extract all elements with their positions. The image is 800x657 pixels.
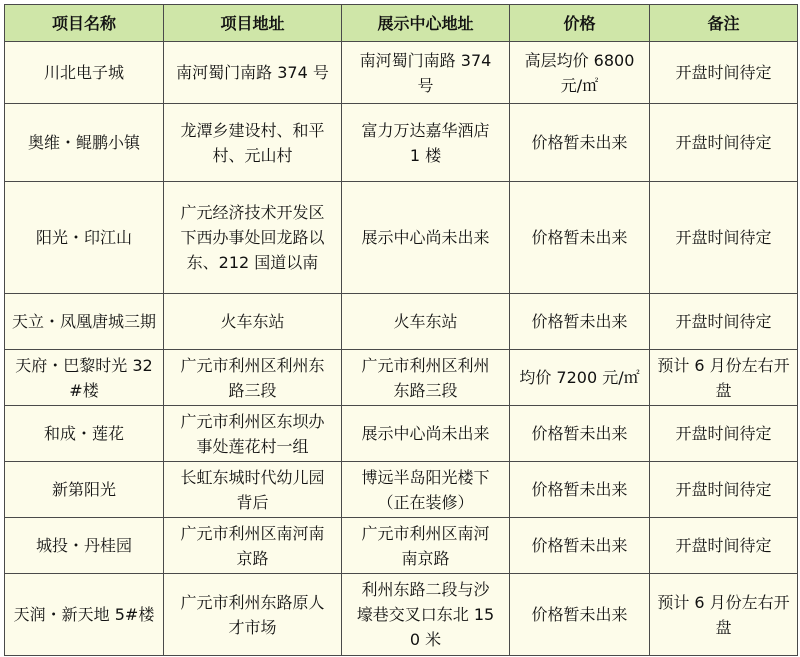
- cell-note: 开盘时间待定: [650, 104, 798, 182]
- table-row: [5, 574, 798, 656]
- header-project-address: 项目地址: [164, 5, 342, 42]
- cell-price: 价格暂未出来: [510, 518, 650, 574]
- header-showroom-address: 展示中心地址: [342, 5, 510, 42]
- cell-showroom-address: 火车东站: [342, 294, 510, 350]
- cell-project-name: 城投・丹桂园: [5, 518, 164, 574]
- cell-price: 均价 7200 元/㎡: [510, 350, 650, 406]
- cell-project-address: 龙潭乡建设村、和平村、元山村: [164, 104, 342, 182]
- header-project-name: 项目名称: [5, 5, 164, 42]
- cell-price: 价格暂未出来: [510, 406, 650, 462]
- cell-price: 价格暂未出来: [510, 104, 650, 182]
- table-row: [5, 104, 798, 182]
- cell-note: 开盘时间待定: [650, 42, 798, 104]
- cell-showroom-address: 广元市利州区南河南京路: [342, 518, 510, 574]
- cell-showroom-address: 展示中心尚未出来: [342, 182, 510, 294]
- cell-price: 价格暂未出来: [510, 182, 650, 294]
- cell-price: 价格暂未出来: [510, 574, 650, 656]
- cell-note: 开盘时间待定: [650, 182, 798, 294]
- header-row: [5, 5, 798, 42]
- table-row: [5, 518, 798, 574]
- cell-price: 高层均价 6800 元/㎡: [510, 42, 650, 104]
- cell-note: 预计 6 月份左右开盘: [650, 350, 798, 406]
- header-price: 价格: [510, 5, 650, 42]
- cell-project-address: 长虹东城时代幼儿园背后: [164, 462, 342, 518]
- cell-project-address: 火车东站: [164, 294, 342, 350]
- cell-project-name: 和成・莲花: [5, 406, 164, 462]
- cell-price: 价格暂未出来: [510, 462, 650, 518]
- cell-showroom-address: 富力万达嘉华酒店 1 楼: [342, 104, 510, 182]
- cell-project-name: 奥维・鲲鹏小镇: [5, 104, 164, 182]
- table-row: [5, 42, 798, 104]
- cell-showroom-address: 利州东路二段与沙壕巷交叉口东北 150 米: [342, 574, 510, 656]
- header-note: 备注: [650, 5, 798, 42]
- cell-showroom-address: 展示中心尚未出来: [342, 406, 510, 462]
- cell-project-address: 广元市利州区南河南京路: [164, 518, 342, 574]
- cell-project-name: 新第阳光: [5, 462, 164, 518]
- cell-showroom-address: 广元市利州区利州东路三段: [342, 350, 510, 406]
- cell-project-address: 广元经济技术开发区下西办事处回龙路以东、212 国道以南: [164, 182, 342, 294]
- cell-project-name: 阳光・印江山: [5, 182, 164, 294]
- cell-project-address: 广元市利州区东坝办事处莲花村一组: [164, 406, 342, 462]
- cell-note: 开盘时间待定: [650, 518, 798, 574]
- table-row: [5, 350, 798, 406]
- cell-showroom-address: 南河蜀门南路 374 号: [342, 42, 510, 104]
- cell-showroom-address: 博远半岛阳光楼下（正在装修）: [342, 462, 510, 518]
- table-row: [5, 406, 798, 462]
- cell-note: 开盘时间待定: [650, 294, 798, 350]
- cell-project-address: 广元市利州区利州东路三段: [164, 350, 342, 406]
- cell-project-name: 川北电子城: [5, 42, 164, 104]
- cell-project-address: 广元市利州东路原人才市场: [164, 574, 342, 656]
- cell-project-address: 南河蜀门南路 374 号: [164, 42, 342, 104]
- table-row: [5, 294, 798, 350]
- cell-project-name: 天润・新天地 5#楼: [5, 574, 164, 656]
- project-table: [4, 4, 798, 656]
- cell-note: 开盘时间待定: [650, 462, 798, 518]
- table-row: [5, 462, 798, 518]
- cell-project-name: 天府・巴黎时光 32#楼: [5, 350, 164, 406]
- cell-note: 开盘时间待定: [650, 406, 798, 462]
- table-row: [5, 182, 798, 294]
- cell-note: 预计 6 月份左右开盘: [650, 574, 798, 656]
- cell-price: 价格暂未出来: [510, 294, 650, 350]
- cell-project-name: 天立・凤凰唐城三期: [5, 294, 164, 350]
